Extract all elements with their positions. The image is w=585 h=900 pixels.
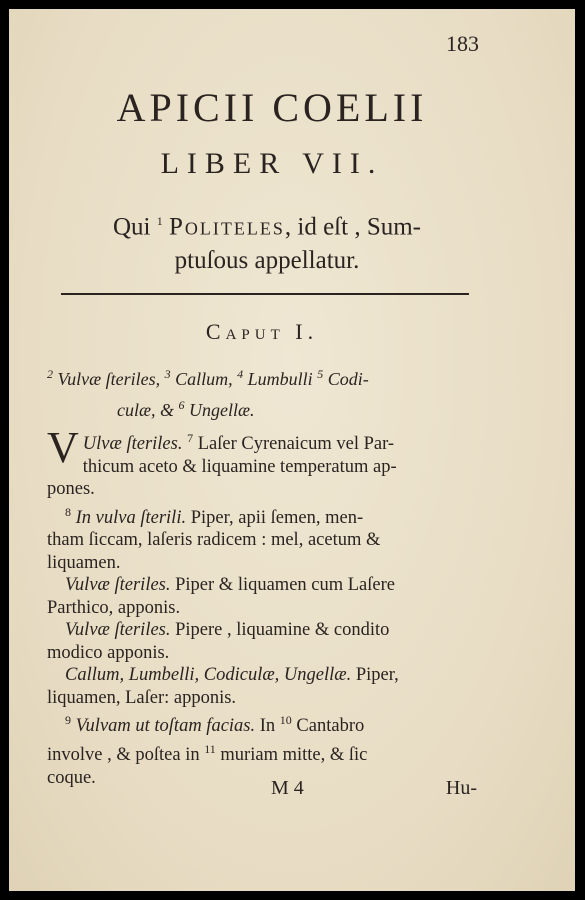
signature-mark: M 4 — [271, 777, 304, 799]
text-line: thicum aceto & liquamine temperatum ap- — [82, 456, 397, 477]
paragraph-cont — [47, 529, 477, 574]
recipe-heading: Callum, Lumbelli, Codiculæ, Ungellæ. — [65, 665, 352, 686]
text-line: Piper & liquamen cum Laſere — [175, 575, 395, 596]
subtitle-rest-1: , id eſt , Sum- — [284, 213, 421, 241]
drop-cap: V — [47, 423, 79, 472]
ampersand: & — [160, 400, 175, 420]
paragraph-cont — [47, 642, 477, 665]
rubric-item: Callum — [175, 369, 229, 389]
rubric-item: Vulvæ ſteriles — [57, 369, 156, 389]
text-line: In — [259, 716, 276, 737]
text-line: pones. — [47, 479, 95, 500]
recipe-heading: Vulvæ ſteriles. — [65, 620, 171, 641]
text-line: modico apponis. — [47, 642, 170, 663]
subtitle-politeles: Politeles — [169, 213, 285, 241]
footnote-ref: 2 — [47, 367, 53, 381]
rubric-item: culæ — [117, 400, 151, 420]
paragraph-cont — [47, 738, 477, 789]
paragraph — [47, 423, 477, 501]
book-page — [9, 9, 575, 891]
recipe-heading: Vulvæ ſteriles. — [65, 575, 171, 596]
subtitle-qui: Qui — [113, 213, 151, 241]
footnote-ref: 8 — [65, 504, 71, 519]
footnote-ref: 4 — [237, 367, 244, 381]
paragraph — [47, 664, 477, 687]
paragraph — [47, 619, 477, 642]
page-title: APICII COELII — [116, 85, 428, 130]
footnote-ref: 7 — [187, 431, 194, 445]
page-number: 183 — [446, 31, 479, 56]
footnote-ref: 1 — [156, 214, 163, 228]
footnote-ref: 5 — [317, 367, 324, 381]
text-line: Parthico, apponis. — [47, 597, 181, 618]
paragraph — [47, 501, 477, 530]
recipe-text — [47, 423, 477, 789]
footnote-ref: 9 — [65, 713, 71, 728]
footnote-ref: 10 — [279, 713, 292, 728]
paragraph-cont — [47, 597, 477, 620]
chapter-heading: Caput I. — [205, 319, 319, 344]
text-line: coque. — [47, 767, 96, 788]
text-line: involve , & poſtea in — [47, 745, 200, 766]
paragraph-cont — [47, 687, 477, 710]
text-line: Laſer Cyrenaicum vel Par- — [197, 434, 395, 455]
recipe-heading: Ulvæ ſteriles. — [82, 434, 183, 455]
divider-rule — [61, 293, 469, 295]
text-line: Piper, apii ſemen, men- — [190, 507, 364, 528]
recipe-heading: Vulvam ut toſtam facias. — [75, 716, 256, 737]
rubric-item: Codi- — [327, 369, 369, 389]
subtitle-rest-2: ptuſous appellatur. — [174, 247, 360, 275]
text-line: liquamen, Laſer: apponis. — [47, 687, 237, 708]
recipe-heading: In vulva ſterili. — [75, 507, 187, 528]
subtitle — [47, 204, 487, 278]
chapter-rubric: $^2$ Vulvæ ſteriles, $^3$ Callum, $^4$ Lumbulli $^5$ Codi- culæ, & $^6$ Ungellæ. — [47, 367, 369, 420]
text-line: Piper, — [355, 665, 399, 686]
text-line: liquamen. — [47, 552, 121, 573]
paragraph — [47, 709, 477, 738]
text-line: Pipere , liquamine & condito — [175, 620, 390, 641]
footnote-ref: 6 — [178, 398, 185, 412]
footnote-ref: 11 — [204, 741, 216, 756]
text-line: Cantabro — [296, 716, 365, 737]
text-line: muriam mitte, & ſic — [220, 745, 368, 766]
rubric-item: Lumbulli — [247, 369, 313, 389]
footnote-ref: 3 — [164, 367, 171, 381]
book-heading: LIBER VII. — [160, 147, 384, 180]
paragraph — [47, 574, 477, 597]
text-line: tham ſiccam, laſeris radicem : mel, acetum & — [47, 530, 381, 551]
catchword: Hu- — [445, 777, 477, 799]
rubric-item: Ungellæ. — [189, 400, 255, 420]
